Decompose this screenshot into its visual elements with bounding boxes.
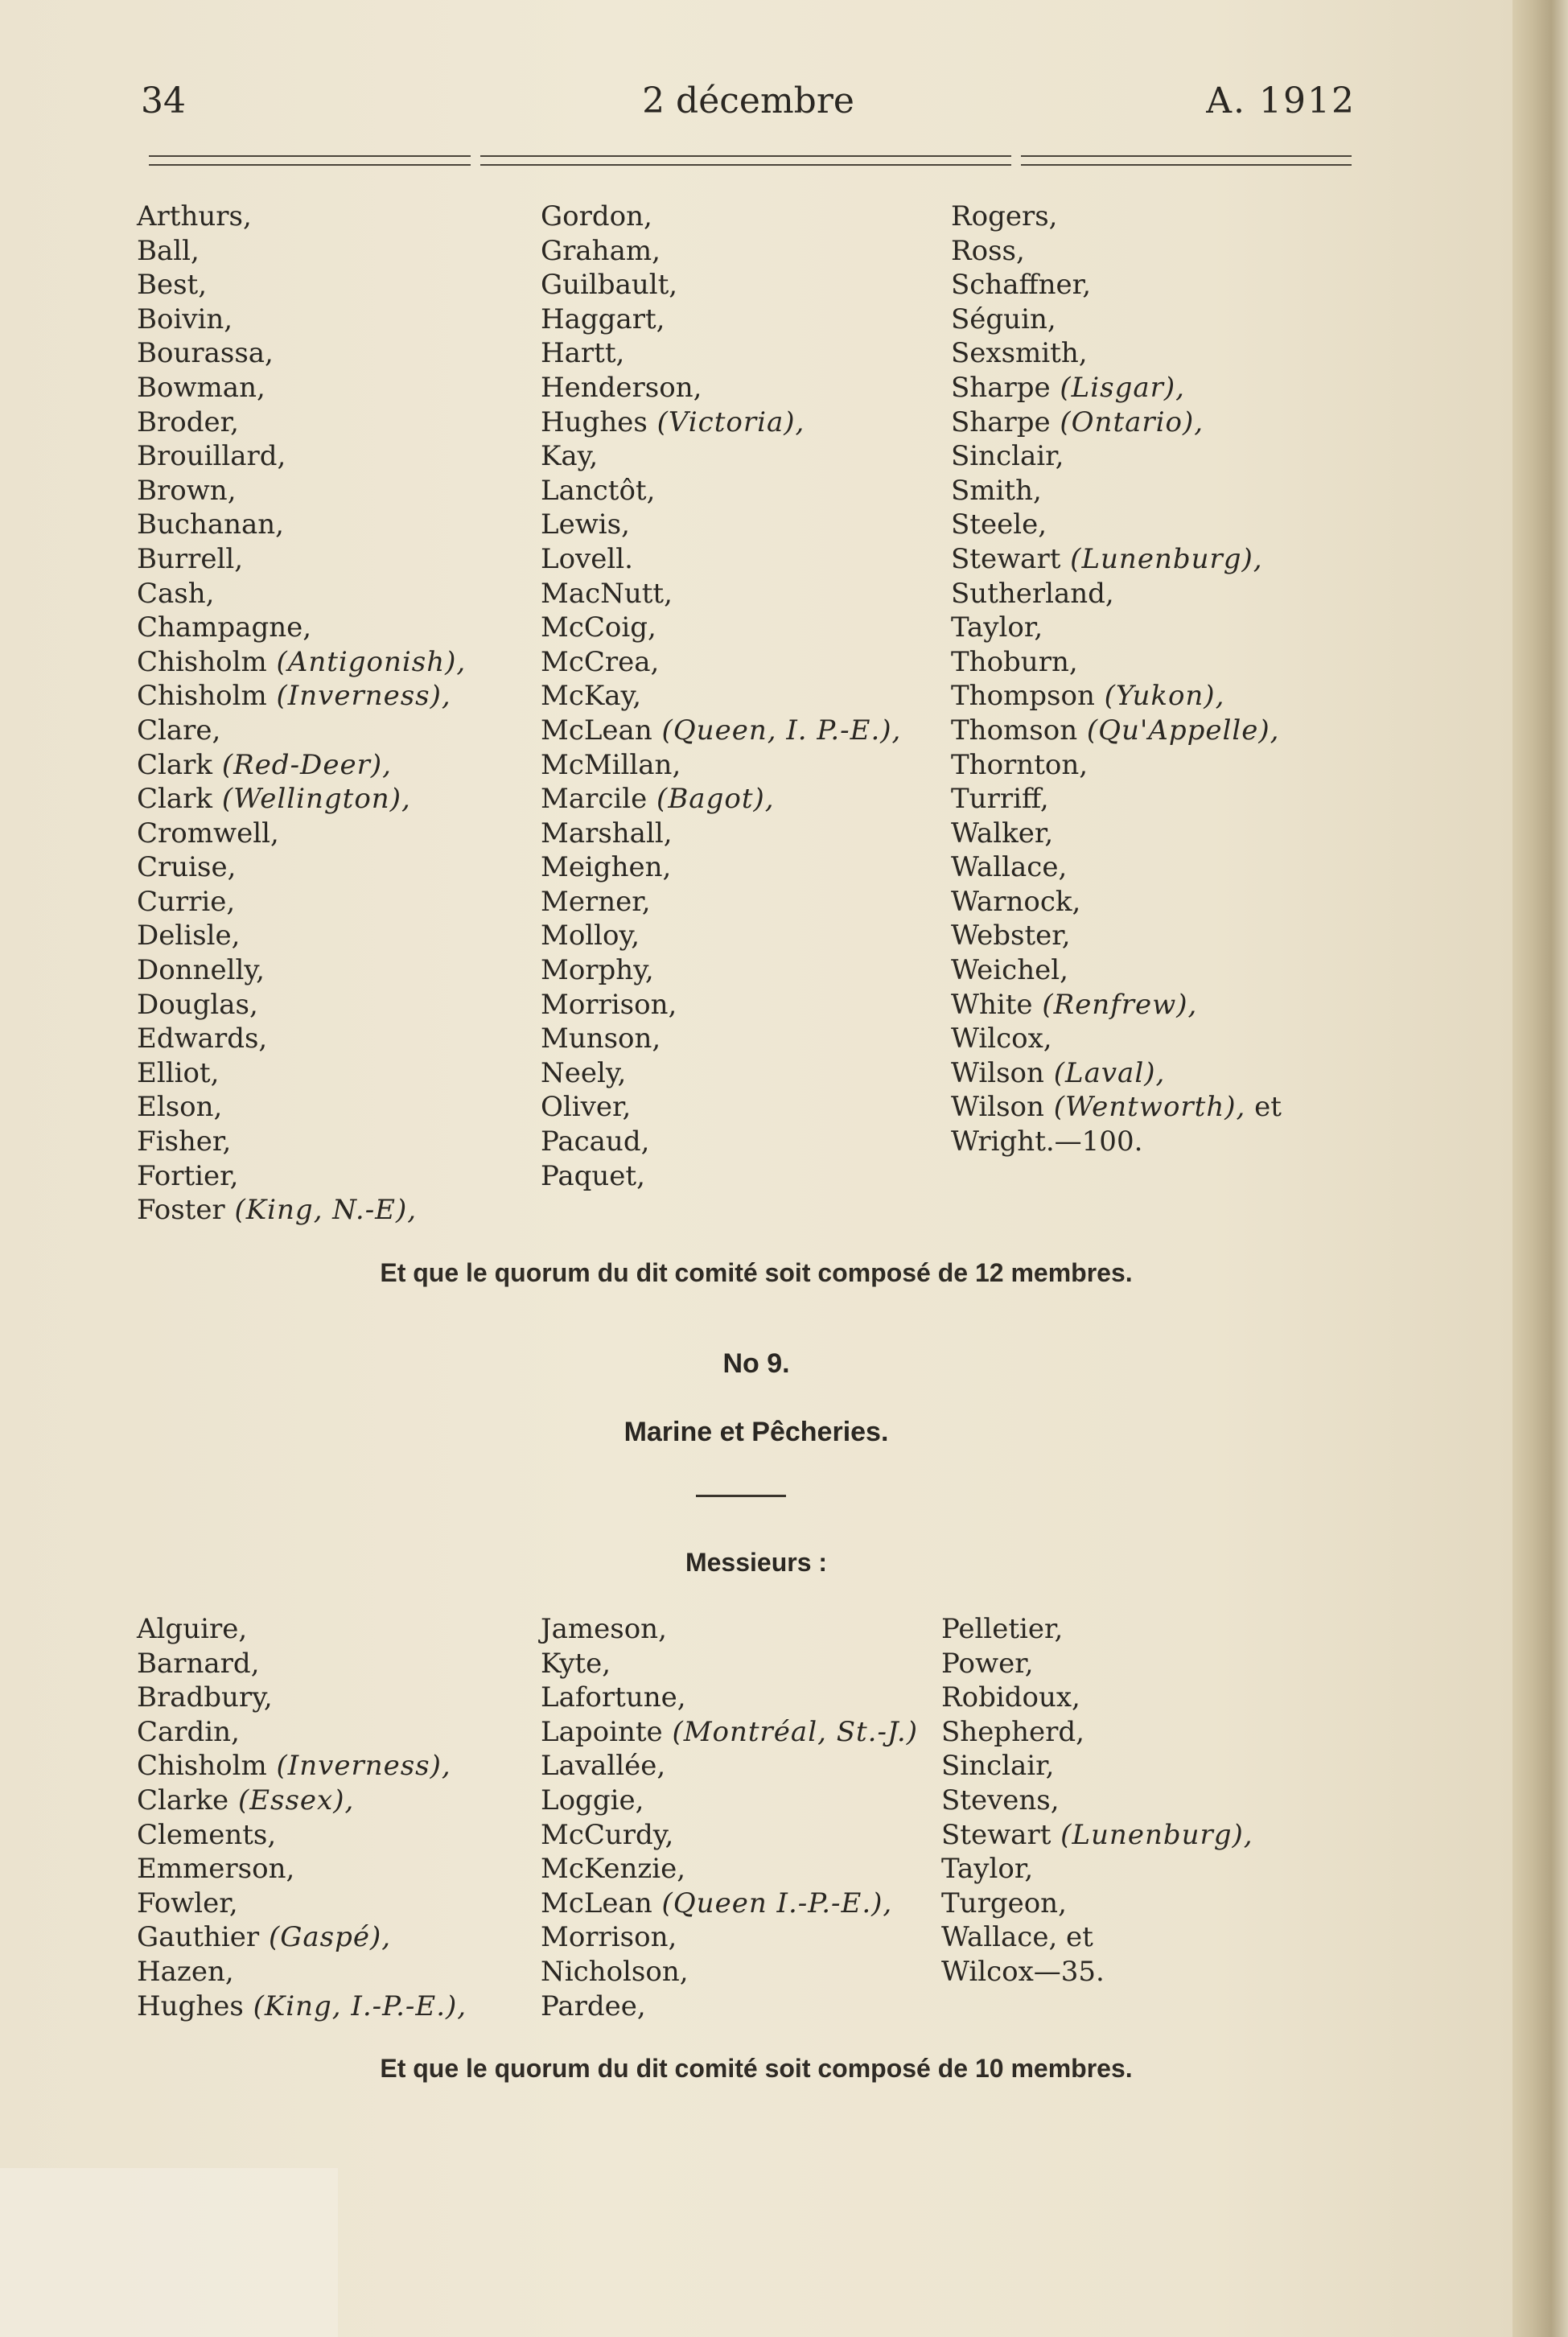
member-name: Fisher, [137,1125,232,1158]
member-name: Rogers, [951,200,1058,232]
member-name: Foster (King, N.-E), [137,1194,418,1227]
member-name: MacNutt, [541,577,673,610]
member-name: Hazen, [137,1955,234,1988]
member-name: Shepherd, [941,1715,1084,1748]
member-name: Merner, [541,885,651,918]
member-name: Gauthier (Gaspé), [137,1921,392,1954]
member-name: Turgeon, [941,1886,1067,1919]
member-name: Sharpe (Lisgar), [951,371,1185,404]
member-name: Arthurs, [137,200,252,232]
member-column-1 [137,1612,467,2023]
member-name: Nicholson, [541,1955,689,1988]
member-name: Haggart, [541,302,665,335]
member-name: Clare, [137,714,221,747]
member-name: Currie, [137,885,236,918]
member-name: Burrell, [137,542,244,575]
member-name: Neely, [541,1056,627,1089]
member-name: Cash, [137,577,215,610]
member-name: Taylor, [941,1853,1034,1886]
member-name: Broder, [137,405,239,438]
member-name: Steele, [951,508,1047,541]
member-name: McCurdy, [541,1818,674,1851]
member-name: Thomson (Qu'Appelle), [951,714,1280,747]
member-name: McMillan, [541,748,681,781]
member-name: Bowman, [137,371,265,404]
member-name: Bourassa, [137,337,274,370]
member-name: Thoburn, [951,645,1078,678]
page-year: A. 1912 [1206,80,1356,121]
member-list-committee-9 [137,1612,1360,2030]
member-name: Stewart (Lunenburg), [951,542,1263,575]
member-name: Donnelly, [137,954,265,987]
member-name: McCrea, [541,645,660,678]
member-name: Clarke (Essex), [137,1784,355,1817]
section-number: No 9. [722,1348,790,1379]
member-name: McLean (Queen I.-P.-E.), [541,1886,893,1919]
quorum-committee-9: Et que le quorum du dit comité soit composé de 10 membres. [380,2054,1133,2083]
member-name: Kay, [541,440,599,473]
member-name: Lafortune, [541,1681,686,1714]
quorum-committee-8: Et que le quorum du dit comité soit composé de 12 membres. [380,1258,1133,1287]
member-name: Thompson (Yukon), [951,680,1225,713]
member-name: Sharpe (Ontario), [951,405,1204,438]
page-date: 2 décembre [642,80,854,121]
member-name: Stewart (Lunenburg), [941,1818,1253,1851]
salutation: Messieurs : [685,1548,828,1577]
member-name: Gordon, [541,200,652,232]
member-name: Power, [941,1647,1034,1680]
member-name: Douglas, [137,988,258,1021]
member-name: Cromwell, [137,817,279,850]
member-name: Morrison, [541,988,677,1021]
member-column-2 [541,200,901,1193]
member-name: Lovell. [541,542,633,575]
member-name: Wright.—100. [951,1125,1143,1158]
page-header [141,80,1356,129]
member-column-3 [941,1612,1253,1989]
member-name: Henderson, [541,371,702,404]
member-name: Chisholm (Inverness), [137,1750,451,1783]
member-name: Robidoux, [941,1681,1080,1714]
member-name: Webster, [951,920,1071,952]
member-name: Paquet, [541,1159,645,1192]
member-name: Walker, [951,817,1054,850]
member-column-2 [541,1612,918,2023]
section-title: Marine et Pêcheries. [623,1417,889,1447]
member-name: Smith, [951,474,1042,507]
member-name: Taylor, [951,611,1043,644]
member-name: Boivin, [137,302,233,335]
member-name: Fowler, [137,1886,238,1919]
member-name: Wallace, [951,851,1068,884]
member-name: Lanctôt, [541,474,656,507]
member-column-3 [951,200,1282,1159]
member-name: Warnock, [951,885,1081,918]
section-divider [696,1495,786,1497]
page-edge [1512,0,1568,2337]
member-name: Loggie, [541,1784,644,1817]
member-name: Cardin, [137,1715,240,1748]
member-name: Barnard, [137,1647,260,1680]
member-name: Oliver, [541,1091,632,1124]
member-name: Sinclair, [941,1750,1055,1783]
member-name: Turriff, [951,783,1049,816]
member-name: Sinclair, [951,440,1064,473]
member-name: Kyte, [541,1647,611,1680]
member-name: Sutherland, [951,577,1114,610]
member-name: Edwards, [137,1022,268,1055]
member-name: Chisholm (Inverness), [137,680,451,713]
member-name: Clark (Red-Deer), [137,748,392,781]
member-name: Alguire, [137,1613,248,1645]
member-name: Pacaud, [541,1125,650,1158]
member-name: Stevens, [941,1784,1060,1817]
member-name: Brouillard, [137,440,286,473]
member-name: Hughes (King, I.-P.-E.), [137,1989,467,2022]
member-name: Delisle, [137,920,241,952]
member-column-1 [137,200,466,1228]
member-name: Lapointe (Montréal, St.-J.) [541,1715,919,1748]
member-name: Chisholm (Antigonish), [137,645,467,678]
member-name: McKay, [541,680,642,713]
member-name: Ball, [137,234,200,267]
member-name: Champagne, [137,611,312,644]
member-name: Séguin, [951,302,1056,335]
member-name: Morphy, [541,954,654,987]
member-name: McLean (Queen, I. P.-E.), [541,714,902,747]
member-name: Jameson, [541,1613,667,1645]
member-name: Wilson (Wentworth), et [951,1091,1282,1124]
member-name: Munson, [541,1022,661,1055]
member-name: Lavallée, [541,1750,666,1783]
member-name: Emmerson, [137,1853,295,1886]
header-rule [149,155,1352,167]
member-name: Wilcox, [951,1022,1052,1055]
member-name: Fortier, [137,1159,239,1192]
member-name: McKenzie, [541,1853,686,1886]
member-name: Schaffner, [951,269,1092,302]
member-name: Meighen, [541,851,672,884]
member-name: Guilbault, [541,269,678,302]
member-name: Thornton, [951,748,1089,781]
member-name: Sexsmith, [951,337,1088,370]
member-name: Weichel, [951,954,1068,987]
member-name: Elson, [137,1091,223,1124]
member-name: Pardee, [541,1989,646,2022]
member-name: Hughes (Victoria), [541,405,805,438]
header-rule-right [1021,155,1352,166]
member-name: Wilcox—35. [941,1955,1105,1988]
paper-stain [0,2168,338,2337]
member-name: Graham, [541,234,661,267]
member-name: Clements, [137,1818,277,1851]
member-name: Brown, [137,474,237,507]
member-list-committee-8 [137,200,1360,1237]
member-name: Marcile (Bagot), [541,783,775,816]
header-rule-left [149,155,471,166]
member-name: White (Renfrew), [951,988,1198,1021]
member-name: Marshall, [541,817,673,850]
member-name: Lewis, [541,508,630,541]
member-name: Wallace, et [941,1921,1093,1954]
member-name: Wilson (Laval), [951,1056,1166,1089]
member-name: Hartt, [541,337,625,370]
member-name: Clark (Wellington), [137,783,411,816]
member-name: Best, [137,269,208,302]
member-name: Morrison, [541,1921,677,1954]
member-name: Buchanan, [137,508,284,541]
member-name: Bradbury, [137,1681,273,1714]
header-rule-middle [480,155,1011,166]
member-name: Elliot, [137,1056,220,1089]
member-name: Molloy, [541,920,640,952]
member-name: Ross, [951,234,1025,267]
member-name: McCoig, [541,611,656,644]
page-number: 34 [141,80,186,121]
member-name: Cruise, [137,851,237,884]
member-name: Pelletier, [941,1613,1064,1645]
